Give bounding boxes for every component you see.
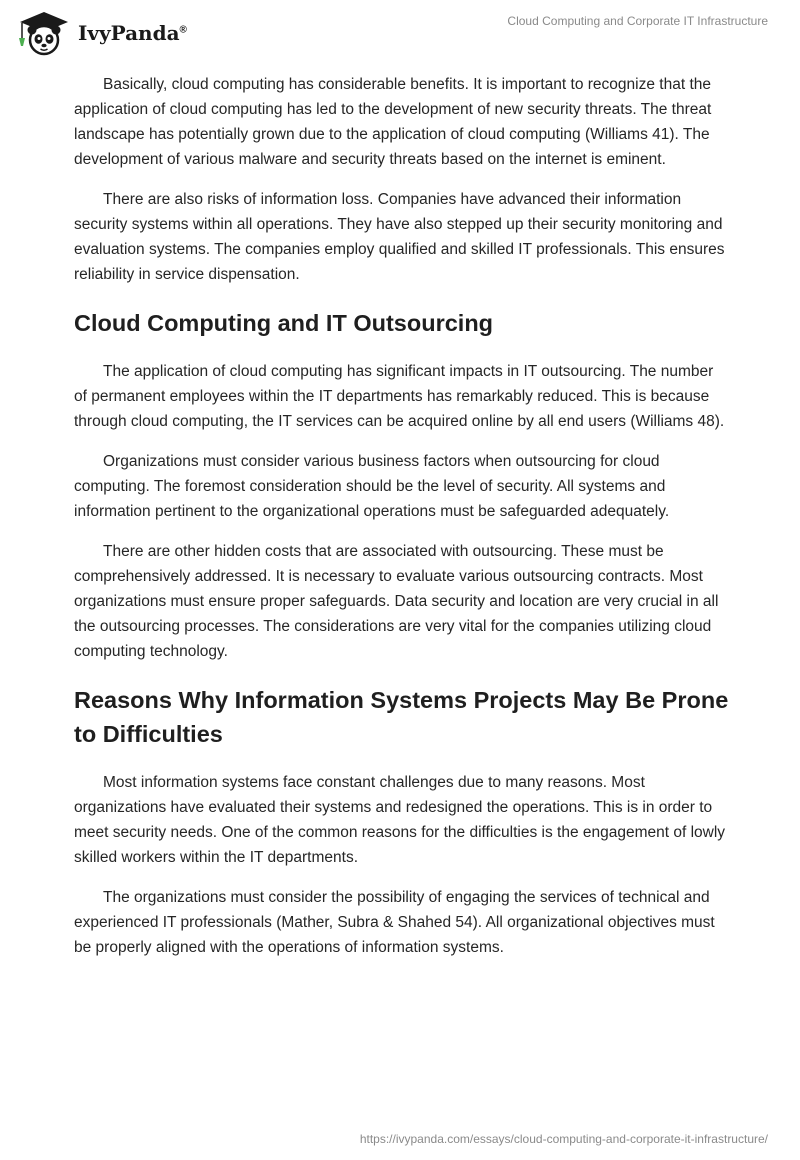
brand-name: IvyPanda® [78, 21, 187, 45]
paragraph: The organizations must consider the possibility of engaging the services of technical and experienced IT professionals (Mather, Subra & Shahed 54). All organizational objectives must be properly aligned with the operations of information systems. [74, 889, 715, 956]
essay-content [74, 72, 730, 975]
paragraph: Basically, cloud computing has considerable benefits. It is important to recognize that the application of cloud computing has led to the development of new security threats. The threat landscape has potentially grown due to the application of cloud computing (Williams 41). The development of various malware and security threats based on the internet is eminent. [74, 76, 712, 168]
document-title: Cloud Computing and Corporate IT Infrastructure [507, 14, 768, 28]
paragraph: There are also risks of information loss. Companies have advanced their information security systems within all operations. They have also stepped up their security monitoring and evaluation systems. The companies employ qualified and skilled IT professionals. This ensures reliability in service dispensation. [74, 191, 725, 283]
panda-graduate-icon [14, 8, 74, 56]
source-url[interactable]: https://ivypanda.com/essays/cloud-computing-and-corporate-it-infrastructure/ [359, 1132, 768, 1146]
ivypanda-logo[interactable] [14, 8, 187, 56]
section-heading: Reasons Why Information Systems Projects May Be Prone to Difficulties [74, 687, 729, 747]
registered-mark: ® [179, 24, 187, 36]
paragraph: Organizations must consider various business factors when outsourcing for cloud computing. The foremost consideration should be the level of security. All systems and information pertinent to the organizational operations must be safeguarded adequately. [74, 453, 670, 520]
paragraph: Most information systems face constant challenges due to many reasons. Most organizations have evaluated their systems and redesigned the operations. This is in order to meet security needs. One of the common reasons for the difficulties is the engagement of lowly skilled workers within the IT departments. [74, 774, 726, 866]
paragraph: The application of cloud computing has significant impacts in IT outsourcing. The number of permanent employees within the IT departments has remarkably reduced. This is because through cloud computing, the IT services can be acquired online by all end users (Williams 48). [74, 363, 725, 430]
paragraph: There are other hidden costs that are associated with outsourcing. These must be comprehensively addressed. It is necessary to evaluate various outsourcing contracts. Most organizations must ensure proper safeguards. Data security and location are very crucial in all the outsourcing processes. The considerations are very vital for the companies utilizing cloud computing technology. [74, 543, 719, 660]
page-header [0, 0, 800, 60]
section-heading: Cloud Computing and IT Outsourcing [74, 310, 494, 336]
